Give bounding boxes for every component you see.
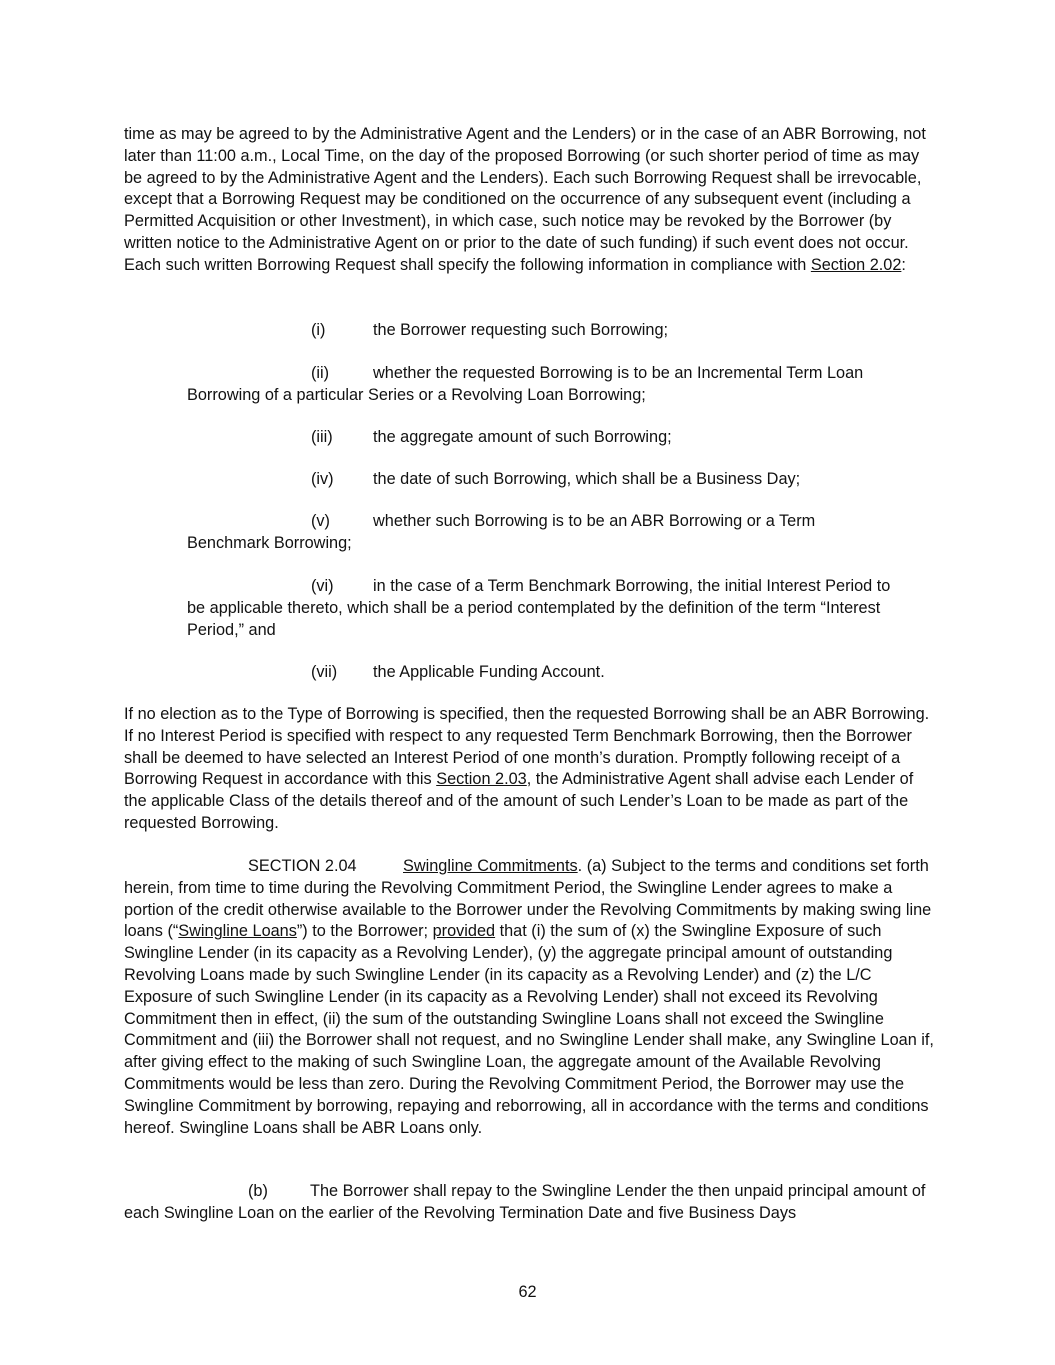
intro-text: time as may be agreed to by the Administrative Agent and the Lenders) or in the case of an ABR Borrowing, not later than 11:00 a.m., Local Time, on the day of the proposed Borrowing (or such shorter period of time as may be agreed to by the Administrative Agent and the Lenders). Each such Borrowing Request shall be irrevocable, except that a Borrowing Request may be conditioned on the occurrence of any subsequent event (including a Permitted Acquisition or other Investment), in which case, such notice may be revoked by the Borrower (by written notice to the Administrative Agent on or prior to the date of such funding) if such event does not occur. Each such written Borrowing Request shall specify the following information in compliance with — [124, 125, 926, 274]
list-item-text: the aggregate amount of such Borrowing; — [373, 428, 672, 446]
list-item-text: the Applicable Funding Account. — [373, 663, 605, 681]
list-item-number: (vi) — [311, 577, 334, 595]
defined-term: Swingline Loans — [178, 922, 297, 941]
section-number: SECTION 2.04 — [248, 857, 357, 875]
list-item — [187, 469, 932, 491]
subparagraph-number: (b) — [248, 1182, 268, 1200]
intro-paragraph — [124, 124, 934, 277]
list-item-number: (ii) — [311, 364, 330, 382]
borrowing-defaults-paragraph — [124, 704, 934, 835]
list-item-continuation: be applicable thereto, which shall be a period contemplated by the definition of the term “Interest Period,” and — [187, 598, 881, 639]
subparagraph-text: The Borrower shall repay to the Swingline Lender the then unpaid principal amount of each Swingline Loan on the earlier of the Revolving Termination Date and five Business Days — [124, 1182, 926, 1222]
list-item-continuation: Borrowing of a particular Series or a Revolving Loan Borrowing; — [187, 385, 646, 404]
list-item-text: the date of such Borrowing, which shall be a Business Day; — [373, 470, 801, 488]
list-item-number: (v) — [311, 512, 330, 530]
list-item — [187, 363, 932, 407]
paragraph-text-end: , the Administrative Agent shall advise each Lender of the applicable Class of the details thereof and of the amount of such Lender’s Loan to be made as part of the requested Borrowing. — [124, 770, 914, 832]
list-item-text: whether the requested Borrowing is to be an Incremental Term Loan — [373, 364, 864, 382]
section-text: . (a) Subject to the terms and conditions set forth herein, from time to time during the Revolving Commitment Period, the Swingline Lender agrees to make a portion of the credit otherwise available to the Borrower under the Revolving Commitments by making swing line loans (“ — [124, 857, 932, 941]
list-item — [187, 511, 932, 555]
proviso-term: provided — [432, 922, 496, 941]
list-item-number: (iv) — [311, 470, 334, 488]
list-item — [187, 320, 932, 342]
list-item — [187, 427, 932, 449]
list-item — [187, 662, 932, 684]
section-title: Swingline Commitments — [403, 857, 578, 875]
list-item-text: whether such Borrowing is to be an ABR Borrowing or a Term — [373, 512, 816, 530]
list-item-text: in the case of a Term Benchmark Borrowing, the initial Interest Period to — [373, 577, 891, 595]
list-item-number: (iii) — [311, 428, 333, 446]
paragraph-text: If no election as to the Type of Borrowing is specified, then the requested Borrowing shall be an ABR Borrowing. If no Interest Period is specified with respect to any requested Term Benchmark Borrowing, then the Borrower shall be deemed to have selected an Interest Period of one month’s duration. Promptly following receipt of a Borrowing Request in accordance with this — [124, 705, 930, 789]
section-2-04-paragraph — [124, 856, 942, 1139]
section-text: that (i) the sum of (x) the Swingline Exposure of such Swingline Lender (in its capacity as a Revolving Lender), (y) the aggregate principal amount of outstanding Revolving Loans made by such Swingline Lender (in its capacity as a Revolving Lender) and (z) the L/C Exposure of such Swingline Lender (in its capacity as a Revolving Lender) shall not exceed its Revolving Commitment then in effect, (ii) the sum of the outstanding Swingline Loans shall not exceed the Swingline Commitment and (iii) the Borrower shall not request, and no Swingline Lender shall make, any Swingline Loan if, after giving effect to the making of such Swingline Loan, the aggregate amount of the Available Revolving Commitments would be less than zero. During the Revolving Commitment Period, the Borrower may use the Swingline Commitment by borrowing, repaying and reborrowing, all in accordance with the terms and conditions hereof. Swingline Loans shall be ABR Loans only. — [124, 922, 934, 1137]
list-item-continuation: Benchmark Borrowing; — [187, 533, 352, 552]
intro-text-end: : — [901, 255, 906, 274]
section-text: ”) to the Borrower; — [296, 922, 433, 941]
section-reference: Section 2.02 — [810, 255, 902, 274]
list-item-text: the Borrower requesting such Borrowing; — [373, 321, 669, 339]
list-item-number: (i) — [311, 321, 326, 339]
list-item — [187, 576, 932, 641]
list-item-number: (vii) — [311, 663, 338, 681]
page-number: 62 — [518, 1283, 537, 1301]
section-reference: Section 2.03 — [436, 770, 527, 789]
subparagraph-b — [124, 1181, 934, 1225]
